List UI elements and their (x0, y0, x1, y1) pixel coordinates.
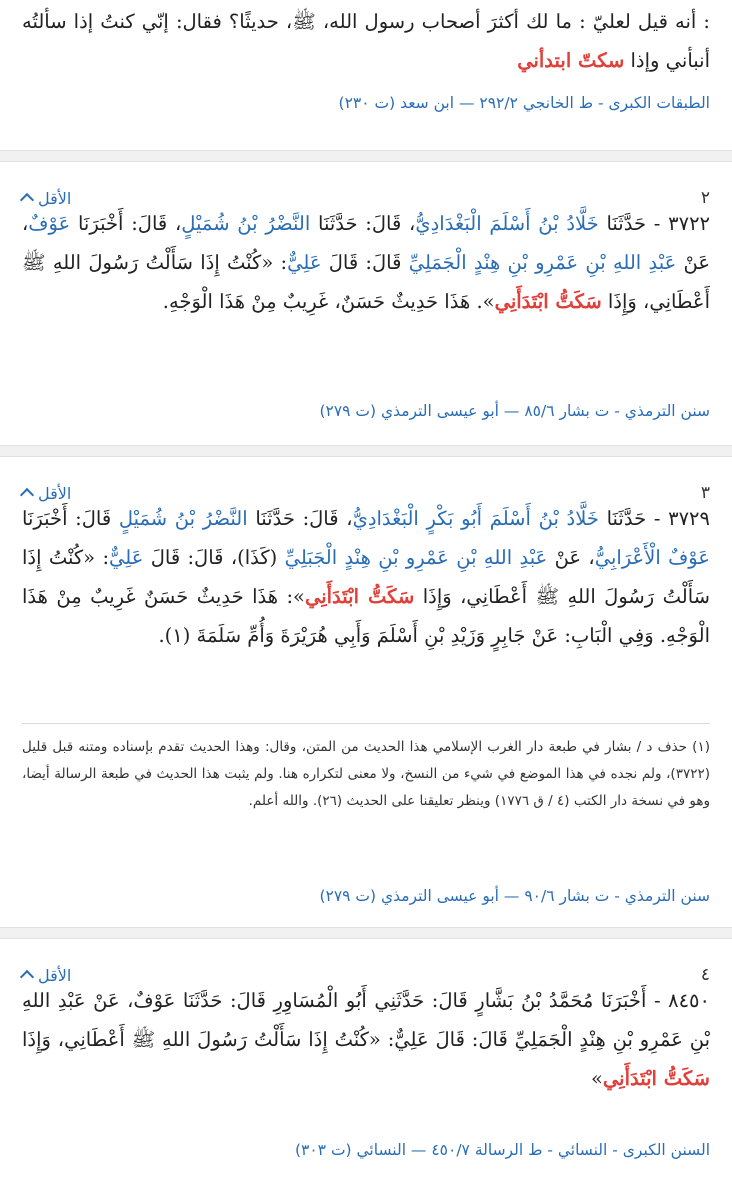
highlighted-term: سَكَتُّ ابْتَدَأَنِي (304, 585, 415, 608)
show-less-label: الأقل (38, 188, 72, 208)
hadith-text (22, 499, 710, 655)
hadith-text-part: ، قَالَ: أَخْبَرَنَا (70, 212, 182, 235)
hadith-text (22, 981, 710, 1098)
hadith-text (22, 204, 710, 321)
footnote: (١) حذف د / بشار في طبعة دار الغرب الإسلامي هذا الحديث من المتن، وقال: وهذا الحديث تقدم بإسناده ومتنه قبل قليل (٣٧٢٢)، ولم نجده في هذا الموضع في شيء من النسخ، ولا معنى لتكراره هنا. ولم يثبت هذا الحديث في طبعة الرسالة أيضا، وهو في نسخة دار الكتب (٤ / ق ١٧٧٦) وينظر تعليقنا على الحديث (٢٦). والله أعلم. (22, 723, 710, 815)
highlighted-term: سَكَتُّ ابْتَدَأَنِي (602, 1067, 710, 1090)
result-card-1 (0, 0, 732, 150)
source-reference[interactable]: سنن الترمذي - ت بشار ٩٠/٦ — أبو عيسى الترمذي (ت ٢٧٩) (319, 887, 710, 905)
hadith-text-part: (كَذَا)، قَالَ: قَالَ (143, 546, 285, 569)
narrator-link[interactable]: خَلَّادُ بْنُ أَسْلَمَ الْبَغْدَادِيُّ (415, 212, 599, 235)
highlighted-term: سَكَتُّ ابْتَدَأَنِي (494, 290, 602, 313)
hadith-text (22, 0, 710, 80)
hadith-text-part: ، عَنْ (22, 212, 710, 274)
show-less-label: الأقل (38, 965, 72, 985)
hadith-text-part: ، قَالَ: حَدَّثَنَا (310, 212, 416, 235)
result-number: ٢ (700, 188, 710, 208)
hadith-text-part: قَالَ: قَالَ (321, 251, 409, 274)
hadith-text-part: ». هَذَا حَدِيثٌ حَسَنٌ، غَرِيبٌ مِنْ هَذَا الْوَجْهِ. (162, 290, 495, 313)
result-card-4 (0, 939, 732, 1203)
hadith-text-part: : أنه قيل لعليّ : ما لك أكثرَ أصحاب رسول الله، ﷺ، حديثًا؟ فقال: إنّي كنتُ إذا سألتُه أنبأني وإذا (22, 10, 710, 72)
result-number: ٤ (700, 965, 710, 985)
card-separator (0, 445, 732, 457)
hadith-text-part: » (590, 1067, 603, 1090)
narrator-link[interactable]: عَبْدِ اللهِ بْنِ عَمْرِو بْنِ هِنْدٍ الْجَمَلِيِّ (408, 251, 677, 274)
show-less-label: الأقل (38, 483, 72, 503)
narrator-link[interactable]: عَلِيٌّ (109, 546, 144, 569)
hadith-text-part: »: هَذَا حَدِيثٌ حَسَنٌ غَرِيبٌ مِنْ هَذَا الْوَجْهِ. وَفِي الْبَابِ: عَنْ جَابِرٍ وَزَيْدِ بْنِ أَسْلَمَ وَأَبِي هُرَيْرَةَ وَأُمِّ سَلَمَةَ (١). (22, 585, 710, 647)
result-card-2 (0, 162, 732, 445)
hadith-text-part: قَالَ: أَخْبَرَنَا (22, 507, 119, 530)
hadith-text-part: ٣٧٢٢ - حَدَّثَنَا (598, 212, 711, 235)
source-reference[interactable]: سنن الترمذي - ت بشار ٨٥/٦ — أبو عيسى الترمذي (ت ٢٧٩) (319, 402, 710, 420)
narrator-link[interactable]: عَوْفٌ الْأَعْرَابِيُّ (594, 546, 710, 569)
narrator-link[interactable]: عَوْفٌ (28, 212, 71, 235)
source-reference[interactable]: السنن الكبرى - النسائي - ط الرسالة ٤٥٠/٧ — النسائي (ت ٣٠٣) (294, 1141, 710, 1159)
hadith-text-part: ، عَنْ (547, 546, 595, 569)
narrator-link[interactable]: النَّضْرُ بْنُ شُمَيْلٍ (118, 507, 248, 530)
hadith-text-part: ٣٧٢٩ - حَدَّثَنَا (598, 507, 710, 530)
highlighted-term: سكتّ ابتدأني (517, 49, 625, 72)
hadith-text-part: : «كُنْتُ إِذَا سَأَلْتُ رَسُولَ اللهِ ﷺ أَعْطَانِي، وَإِذَا (22, 251, 710, 313)
hadith-text-part: ٨٤٥٠ - أَخْبَرَنَا مُحَمَّدُ بْنُ بَشَّارٍ قَالَ: حَدَّثَنِي أَبُو الْمُسَاوِرِ قَالَ: حَدَّثَنَا عَوْفٌ، عَنْ عَبْدِ اللهِ بْنِ عَمْرِو بْنِ هِنْدٍ الْجَمَلِيِّ قَالَ: قَالَ عَلِيٌّ: «كُنْتُ إِذَا سَأَلْتُ رَسُولَ اللهِ ﷺ أَعْطَانِي، وَإِذَا (22, 989, 710, 1051)
card-separator (0, 150, 732, 162)
source-reference[interactable]: الطبقات الكبرى - ط الخانجي ٢٩٢/٢ — ابن سعد (ت ٢٣٠) (338, 94, 710, 112)
hadith-text-part: ، قَالَ: حَدَّثَنَا (247, 507, 353, 530)
hadith-text-part: : «كُنْتُ إِذَا سَأَلْتُ رَسُولَ اللهِ ﷺ أَعْطَانِي، وَإِذَا (22, 546, 710, 608)
narrator-link[interactable]: عَلِيٌّ (287, 251, 322, 274)
result-card-3 (0, 457, 732, 927)
card-separator (0, 927, 732, 939)
narrator-link[interactable]: النَّضْرُ بْنُ شُمَيْلٍ (181, 212, 311, 235)
narrator-link[interactable]: عَبْدِ اللهِ بْنِ عَمْرِو بْنِ هِنْدٍ الْجَبَلِيِّ (284, 546, 548, 569)
narrator-link[interactable]: خَلَّادُ بْنُ أَسْلَمَ أَبُو بَكْرٍ الْبَغْدَادِيُّ (352, 507, 599, 530)
result-number: ٣ (700, 483, 710, 503)
